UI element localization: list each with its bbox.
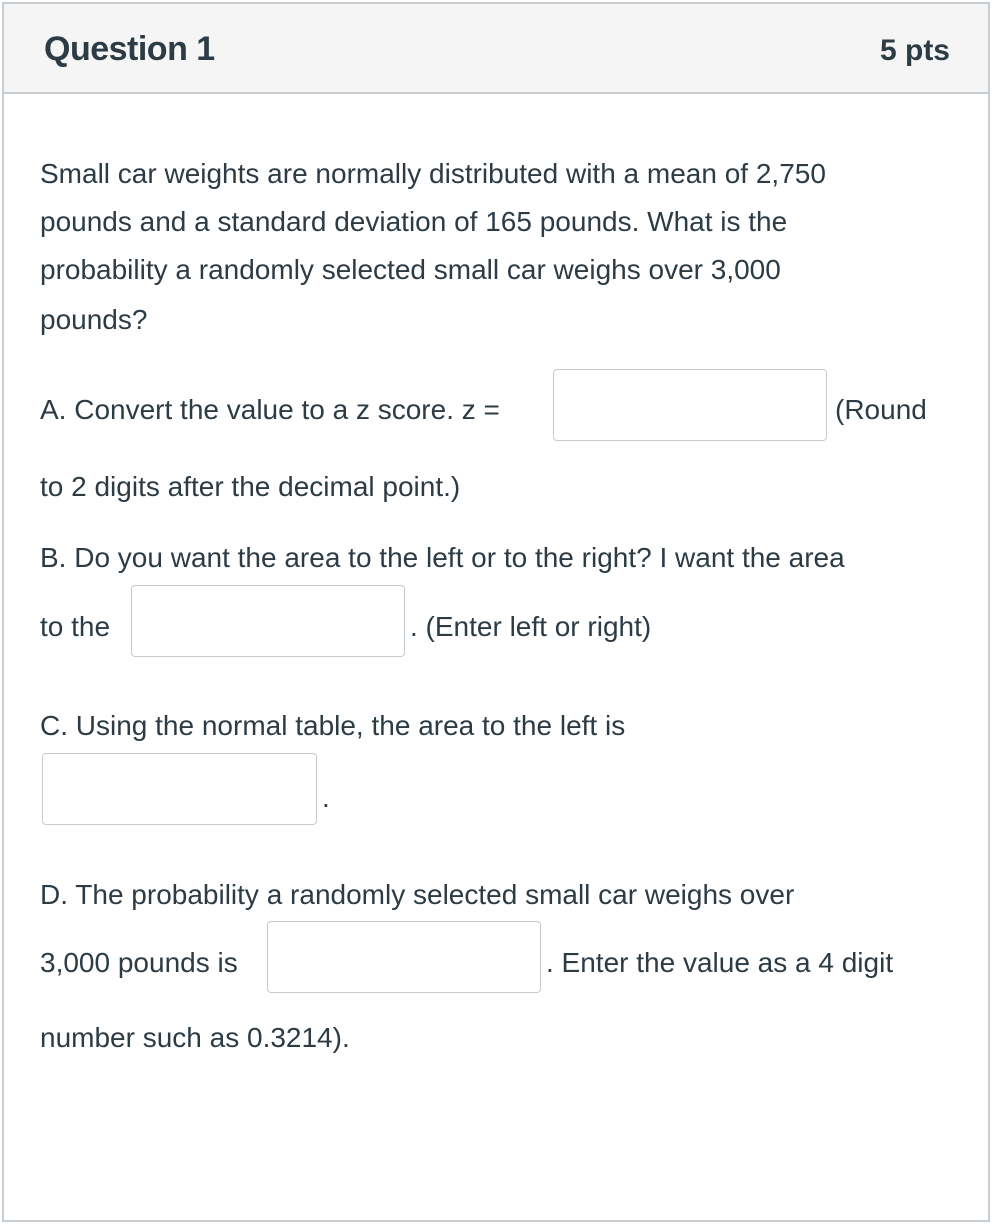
part-b-direction-input[interactable] bbox=[131, 585, 405, 657]
part-c-area-input[interactable] bbox=[42, 753, 317, 825]
question-header bbox=[4, 4, 988, 94]
part-a-continuation: to 2 digits after the decimal point.) bbox=[40, 471, 461, 502]
part-b-instruction: . (Enter left or right) bbox=[410, 611, 652, 642]
prompt-line-1: Small car weights are normally distributed with a mean of 2,750 bbox=[40, 158, 826, 189]
part-d-probability-input[interactable] bbox=[267, 921, 541, 993]
prompt-line-4: pounds? bbox=[40, 304, 148, 335]
part-a-label: A. Convert the value to a z score. z = bbox=[40, 394, 500, 425]
part-a-z-score-input[interactable] bbox=[553, 369, 827, 441]
part-d-label: D. The probability a randomly selected small car weighs over bbox=[40, 879, 795, 910]
question-points: 5 pts bbox=[879, 34, 950, 67]
question-title: Question 1 bbox=[44, 30, 215, 68]
part-d-prefix: 3,000 pounds is bbox=[40, 947, 238, 978]
part-c-label: C. Using the normal table, the area to the left is bbox=[40, 710, 626, 741]
prompt-line-3: probability a randomly selected small car weighs over 3,000 bbox=[40, 254, 781, 285]
part-d-instruction: . Enter the value as a 4 digit bbox=[546, 947, 894, 978]
part-d-continuation: number such as 0.3214). bbox=[40, 1022, 350, 1053]
part-b-label: B. Do you want the area to the left or to the right? I want the area bbox=[40, 542, 845, 573]
part-a-round-text: (Round bbox=[835, 394, 927, 425]
prompt-line-2: pounds and a standard deviation of 165 pounds. What is the bbox=[40, 206, 788, 237]
part-b-prefix: to the bbox=[40, 611, 111, 642]
part-c-period: . bbox=[322, 782, 330, 813]
